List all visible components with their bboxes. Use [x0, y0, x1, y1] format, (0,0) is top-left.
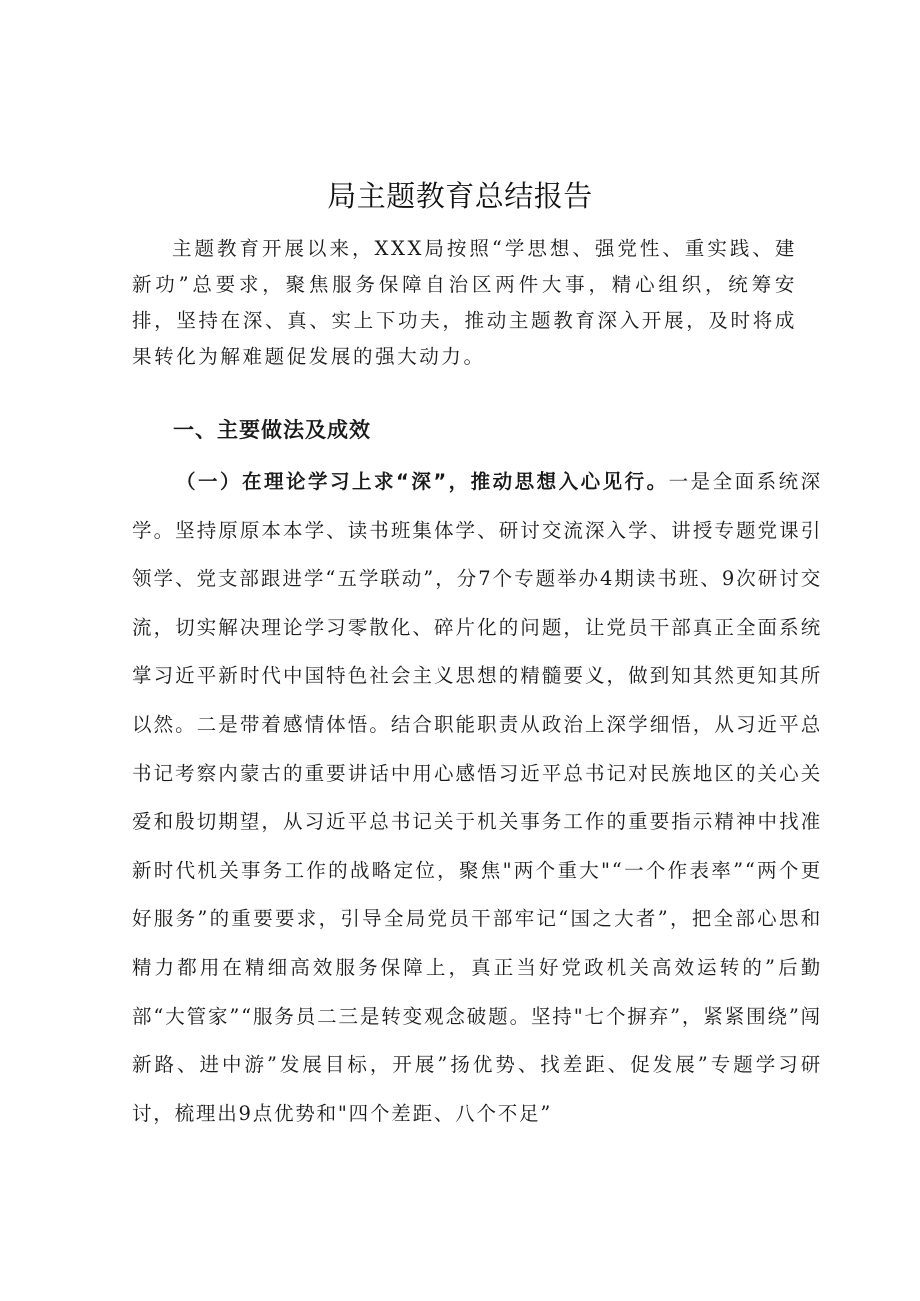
document-title: 局主题教育总结报告 [327, 179, 593, 213]
subsection-paragraph [132, 458, 822, 1138]
subsection-lead: （一）在理论学习上求“深”，推动思想入心见行。 [176, 470, 669, 493]
subsection-body: 一是全面系统深学。坚持原原本本学、读书班集体学、研讨交流深入学、讲授专题党课引领学、党支部跟进学“五学联动”，分7个专题举办4期读书班、9次研讨交流，切实解决理论学习零散化、碎片化的问题，让党员干部真正全面系统掌习近平新时代中国特色社会主义思想的精髓要义，做到知其然更知其所以然。二是带着感情体悟。结合职能职责从政治上深学细悟，从习近平总书记考察内蒙古的重要讲话中用心感悟习近平总书记对民族地区的关心关爱和殷切期望，从习近平总书记关于机关事务工作的重要指示精神中找准新时代机关事务工作的战略定位，聚焦"两个重大"“一个作表率”“两个更好服务”的重要要求，引导全局党员干部牢记“国之大者”，把全部心思和精力都用在精细高效服务保障上，真正当好党政机关高效运转的”后勤部“大管家”“服务员二三是转变观念破题。坚持"七个摒弃”，紧紧围绕”闯新路、进中游”发展目标，开展”扬优势、找差距、促发展”专题学习研讨，梳理出9点优势和"四个差距、八个不足” [132, 470, 822, 1125]
section-heading: 一、主要做法及成效 [173, 418, 371, 442]
intro-paragraph: 主题教育开展以来，XXX局按照“学思想、强党性、重实践、建新功”总要求，聚焦服务保障自治区两件大事，精心组织，统筹安排，坚持在深、真、实上下功夫，推动主题教育深入开展，及时将成果转化为解难题促发展的强大动力。 [132, 237, 797, 368]
